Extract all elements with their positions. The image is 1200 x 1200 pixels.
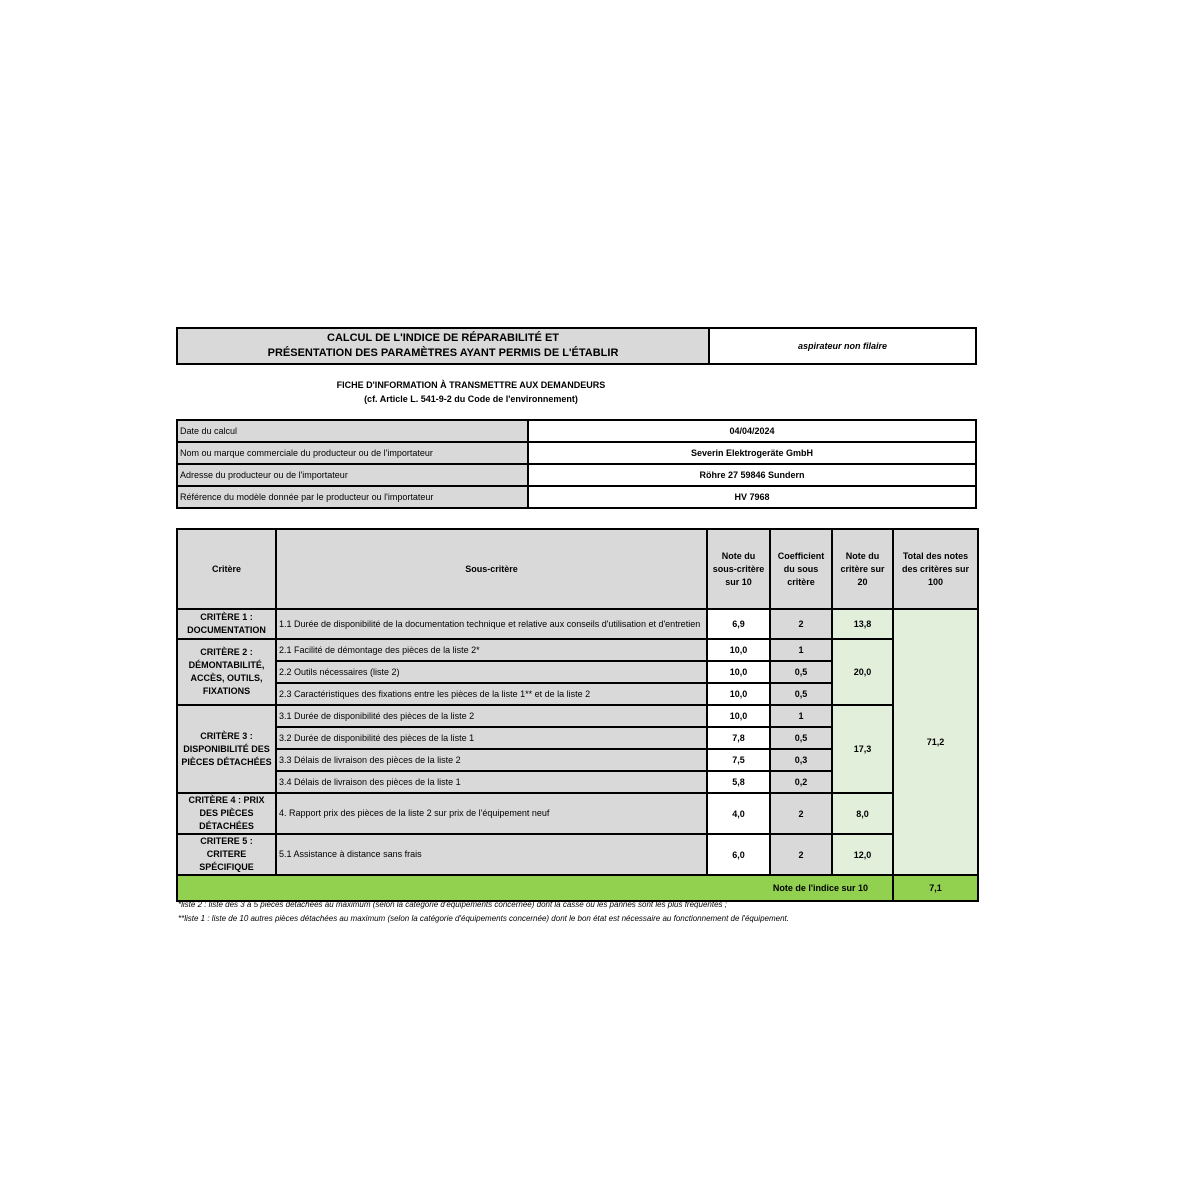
sub-criterion: 1.1 Durée de disponibilité de la documentation technique et relative aux conseils d'utilisation et d'entretien <box>276 609 707 639</box>
sub-criterion: 2.3 Caractéristiques des fixations entre les pièces de la liste 1** et de la liste 2 <box>276 683 707 705</box>
sub-criterion: 5.1 Assistance à distance sans frais <box>276 834 707 875</box>
table-row <box>177 639 978 661</box>
info-label: Adresse du producteur ou de l'importateur <box>177 464 528 486</box>
criterion-5-label: CRITERE 5 : CRITERE SPÉCIFIQUE <box>177 834 276 875</box>
table-row <box>177 793 978 834</box>
final-score-value: 7,1 <box>893 875 978 901</box>
sub-score: 10,0 <box>707 683 770 705</box>
sub-score: 6,9 <box>707 609 770 639</box>
criterion-5-score: 12,0 <box>832 834 893 875</box>
info-row <box>177 442 976 464</box>
info-row <box>177 486 976 508</box>
footnote-liste-2: *liste 2 : liste des 3 à 5 pièces détachées au maximum (selon la catégorie d'équipements concernée) dont la casse ou les pannes sont les plus fréquentes ; <box>178 900 727 909</box>
criterion-1-label: CRITÈRE 1 : DOCUMENTATION <box>177 609 276 639</box>
coefficient: 1 <box>770 639 832 661</box>
info-label: Date du calcul <box>177 420 528 442</box>
criterion-2-score: 20,0 <box>832 639 893 705</box>
info-value: Röhre 27 59846 Sundern <box>528 464 976 486</box>
total-score-100: 71,2 <box>893 609 978 875</box>
coefficient: 0,5 <box>770 683 832 705</box>
sub-criterion: 3.3 Délais de livraison des pièces de la liste 2 <box>276 749 707 771</box>
sub-criterion: 3.2 Durée de disponibilité des pièces de la liste 1 <box>276 727 707 749</box>
product-category: aspirateur non filaire <box>797 341 888 351</box>
sub-score: 4,0 <box>707 793 770 834</box>
criterion-3-label: CRITÈRE 3 : DISPONIBILITÉ DES PIÈCES DÉTACHÉES <box>177 705 276 793</box>
sub-criterion: 2.1 Facilité de démontage des pièces de la liste 2* <box>276 639 707 661</box>
fiche-info <box>176 378 766 406</box>
coefficient: 0,2 <box>770 771 832 793</box>
coefficient: 1 <box>770 705 832 727</box>
header-total: Total des notes des critères sur 100 <box>893 529 978 609</box>
footnote-liste-1: **liste 1 : liste de 10 autres pièces détachées au maximum (selon la catégorie d'équipements concernée) dont le bon état est nécessaire au fonctionnement de l'équipement. <box>178 914 789 923</box>
sub-score: 6,0 <box>707 834 770 875</box>
criterion-2-label: CRITÈRE 2 : DÉMONTABILITÉ, ACCÈS, OUTILS, FIXATIONS <box>177 639 276 705</box>
header-critere: Critère <box>177 529 276 609</box>
info-row <box>177 420 976 442</box>
coefficient: 2 <box>770 834 832 875</box>
info-table <box>176 419 977 509</box>
coefficient: 2 <box>770 793 832 834</box>
header-title-line2: PRÉSENTATION DES PARAMÈTRES AYANT PERMIS DE L'ÉTABLIR <box>267 347 619 359</box>
header-note-critere: Note du critère sur 20 <box>832 529 893 609</box>
sub-criterion: 3.1 Durée de disponibilité des pièces de la liste 2 <box>276 705 707 727</box>
fiche-line1: FICHE D'INFORMATION À TRANSMETTRE AUX DEMANDEURS <box>336 380 606 390</box>
table-header-row <box>177 529 978 609</box>
header-sous-critere: Sous-critère <box>276 529 707 609</box>
score-table <box>176 528 979 902</box>
sub-score: 7,8 <box>707 727 770 749</box>
table-row <box>177 834 978 875</box>
coefficient: 0,5 <box>770 661 832 683</box>
coefficient: 0,3 <box>770 749 832 771</box>
table-row <box>177 705 978 727</box>
criterion-3-score: 17,3 <box>832 705 893 793</box>
sub-criterion: 4. Rapport prix des pièces de la liste 2 sur prix de l'équipement neuf <box>276 793 707 834</box>
info-value: Severin Elektrogeräte GmbH <box>528 442 976 464</box>
header-title <box>178 329 710 363</box>
criterion-4-label: CRITÈRE 4 : PRIX DES PIÈCES DÉTACHÉES <box>177 793 276 834</box>
footnotes <box>178 898 789 926</box>
final-score-label: Note de l'indice sur 10 <box>177 875 893 901</box>
info-row <box>177 464 976 486</box>
sub-score: 10,0 <box>707 661 770 683</box>
sub-criterion: 2.2 Outils nécessaires (liste 2) <box>276 661 707 683</box>
sub-criterion: 3.4 Délais de livraison des pièces de la liste 1 <box>276 771 707 793</box>
coefficient: 0,5 <box>770 727 832 749</box>
criterion-4-score: 8,0 <box>832 793 893 834</box>
header-title-line1: CALCUL DE L'INDICE DE RÉPARABILITÉ ET <box>327 332 559 344</box>
fiche-line2: (cf. Article L. 541-9-2 du Code de l'environnement) <box>364 394 578 404</box>
sub-score: 10,0 <box>707 639 770 661</box>
sub-score: 5,8 <box>707 771 770 793</box>
sub-score: 10,0 <box>707 705 770 727</box>
info-value: HV 7968 <box>528 486 976 508</box>
coefficient: 2 <box>770 609 832 639</box>
header-box <box>176 327 977 365</box>
header-note-sous-critere: Note du sous-critère sur 10 <box>707 529 770 609</box>
info-label: Nom ou marque commerciale du producteur ou de l'importateur <box>177 442 528 464</box>
sub-score: 7,5 <box>707 749 770 771</box>
header-coefficient: Coefficient du sous critère <box>770 529 832 609</box>
criterion-1-score: 13,8 <box>832 609 893 639</box>
info-label: Référence du modèle donnée par le producteur ou l'importateur <box>177 486 528 508</box>
info-value: 04/04/2024 <box>528 420 976 442</box>
table-row <box>177 609 978 639</box>
